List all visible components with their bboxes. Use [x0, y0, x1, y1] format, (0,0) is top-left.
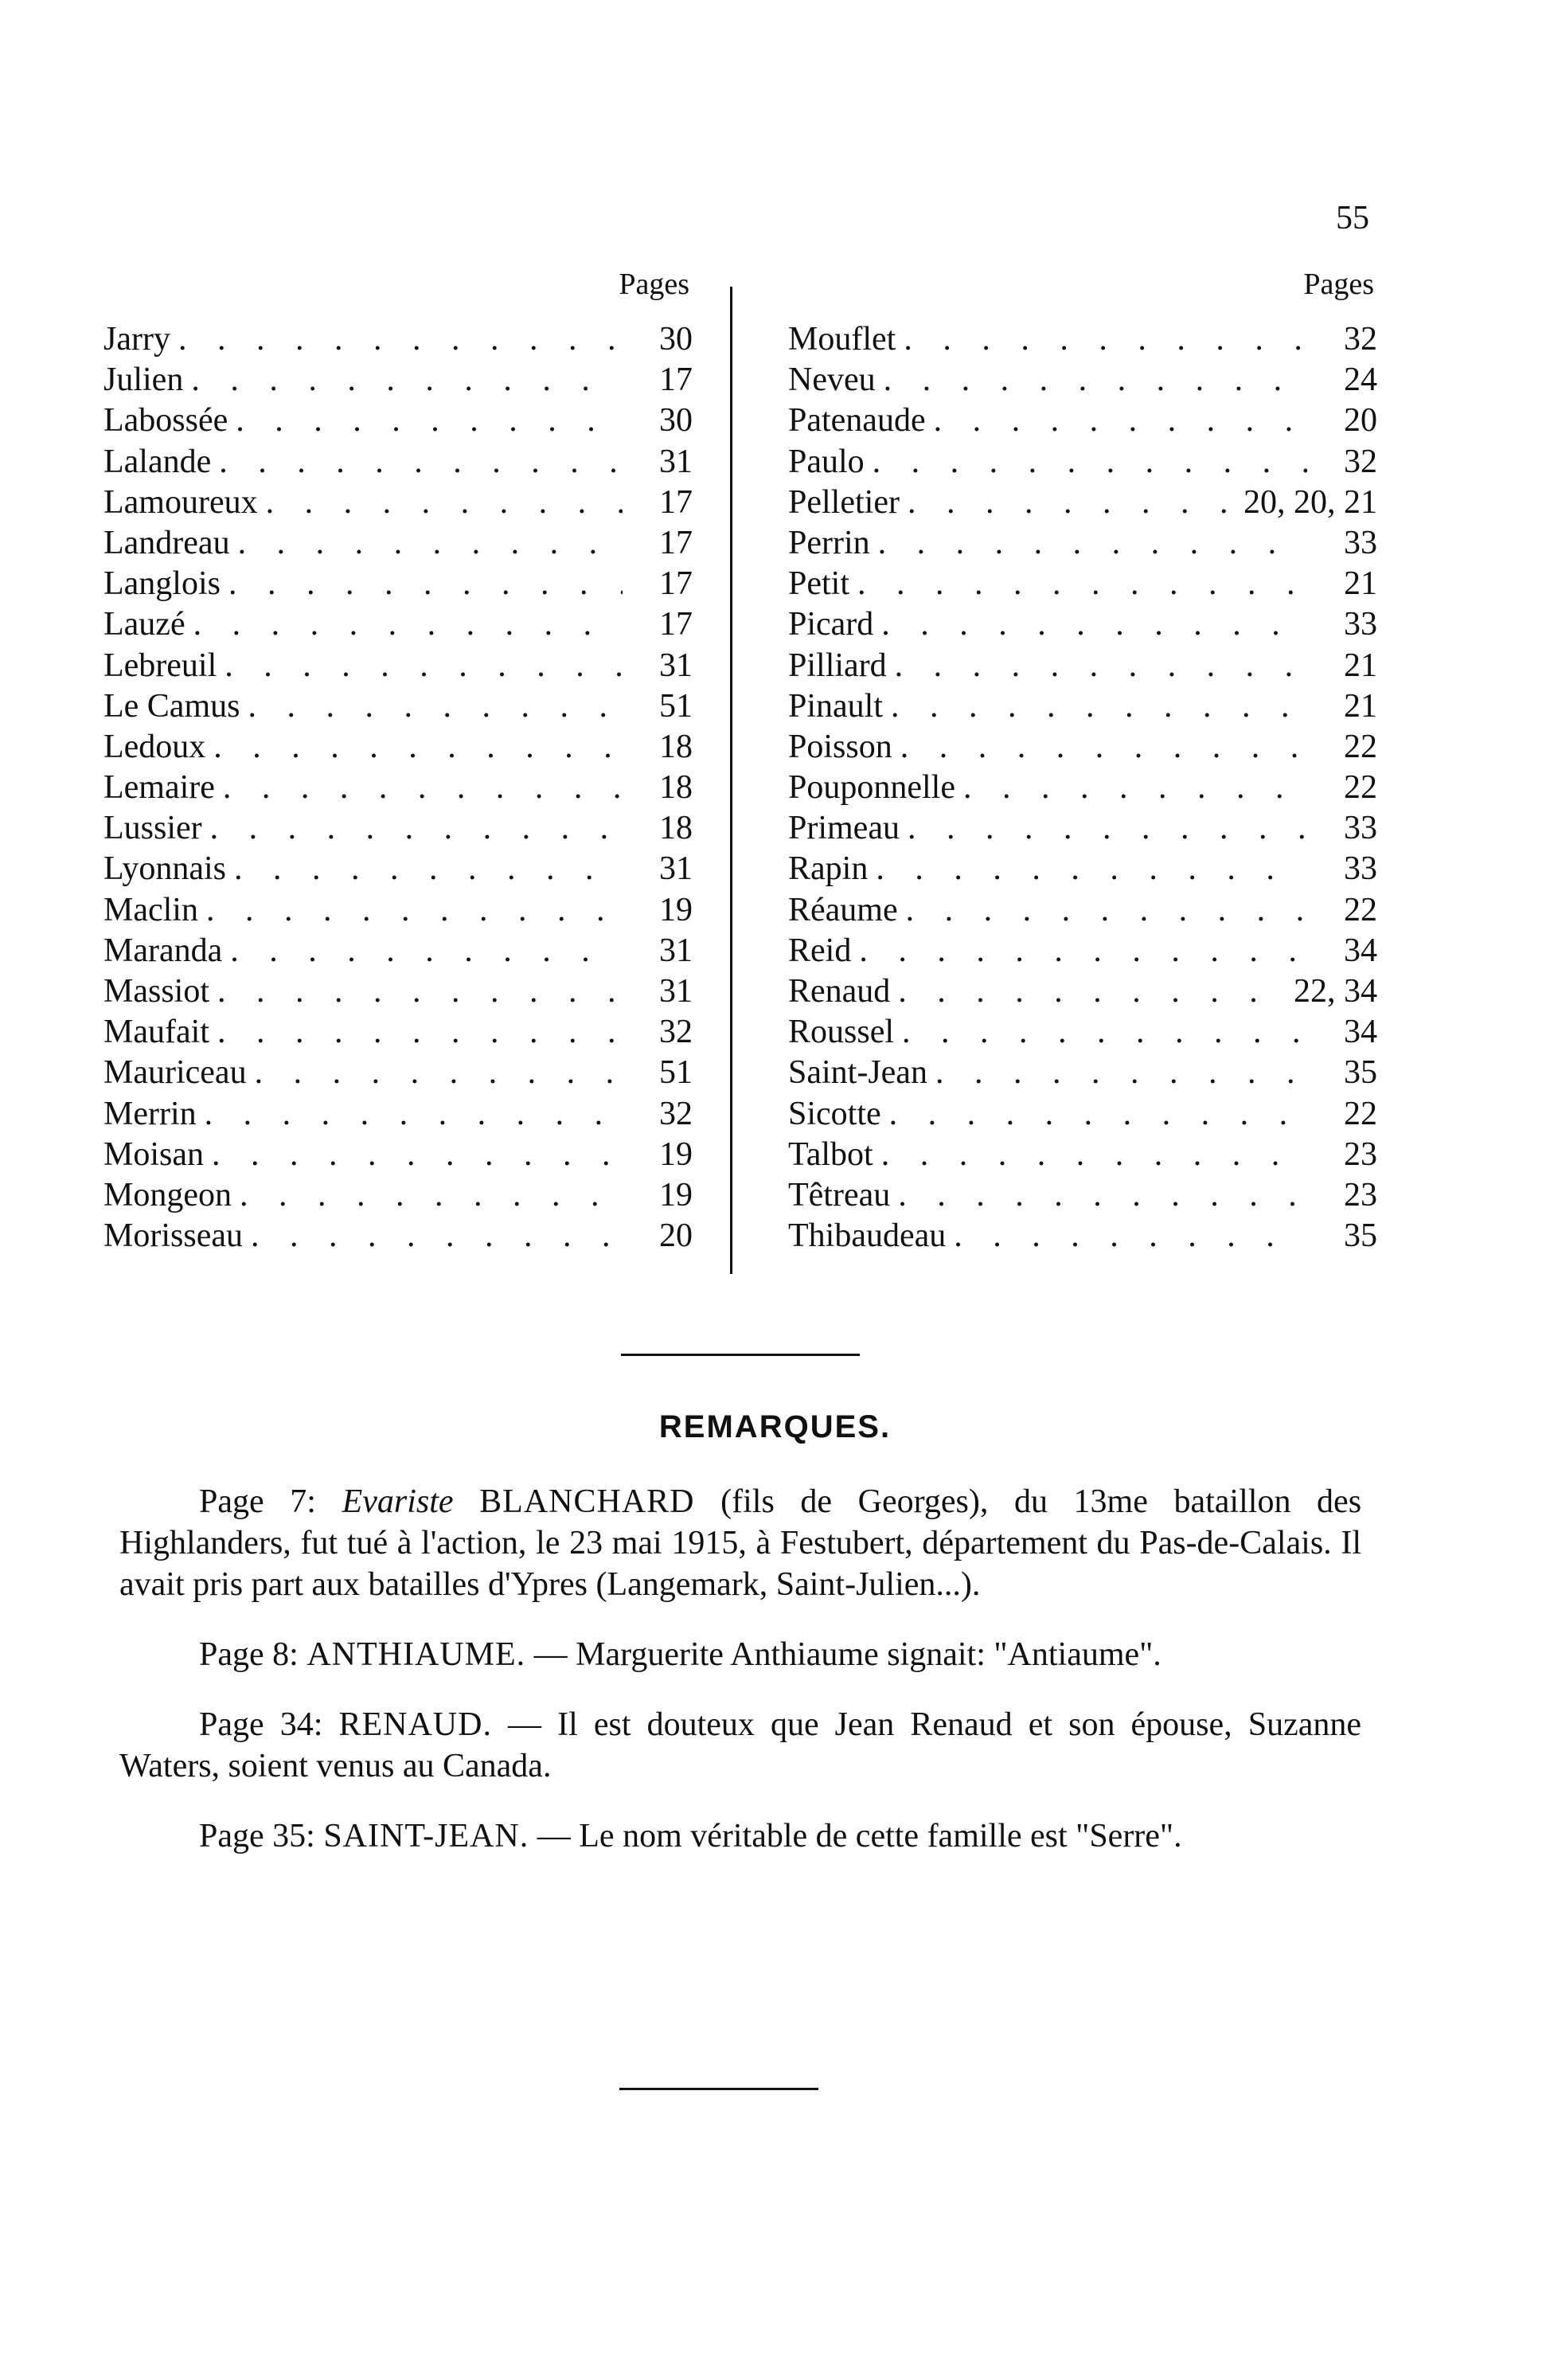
index-entry [788, 768, 1377, 808]
dot-leader [868, 849, 1307, 889]
entry-name: Morisseau [103, 1217, 243, 1255]
dot-leader [946, 1216, 1307, 1256]
dot-leader [247, 1053, 623, 1093]
entry-name: Petit [788, 565, 850, 603]
entry-name: Têtreau [788, 1176, 891, 1213]
entry-pages: 18 [659, 810, 693, 847]
entry-name: Julien [103, 361, 184, 399]
entry-name: Primeau [788, 810, 900, 847]
divider-rule [621, 1354, 860, 1356]
index-entry [788, 971, 1377, 1012]
entry-name: Renaud [788, 973, 891, 1010]
dot-leader [881, 1094, 1307, 1135]
dot-leader [900, 808, 1307, 849]
remark-label: Page 35: [199, 1818, 315, 1854]
dot-leader [900, 483, 1237, 523]
entry-name: Mauriceau [103, 1054, 247, 1092]
index-entry [788, 686, 1377, 727]
entry-pages: 32 [659, 1095, 693, 1132]
index-entry [103, 1135, 693, 1175]
entry-name: Labossée [103, 402, 228, 440]
entry-name: Massiot [103, 973, 210, 1010]
index-column-right [788, 267, 1377, 1256]
entry-name: Lalande [103, 443, 212, 480]
entry-pages: 33 [1344, 850, 1377, 888]
remark-label: Page 8: [199, 1636, 299, 1673]
index-entry [103, 483, 693, 523]
entry-pages: 32 [1344, 443, 1377, 480]
entry-name: Moisan [103, 1135, 204, 1173]
index-entry [788, 1053, 1377, 1093]
entry-name: Poisson [788, 728, 892, 765]
entry-name: Maranda [103, 932, 223, 969]
dot-leader [202, 808, 623, 849]
entry-pages: 20, 20, 21 [1244, 483, 1377, 521]
dot-leader [204, 1135, 623, 1175]
dot-leader [873, 1135, 1307, 1175]
remark-label: Page 7: [199, 1483, 316, 1520]
dot-leader [892, 727, 1307, 768]
index-entry [103, 319, 693, 360]
remark-paragraph [119, 1481, 1361, 1605]
entry-pages: 51 [659, 687, 693, 725]
dot-leader [927, 1053, 1307, 1093]
entry-pages: 30 [659, 321, 693, 358]
dot-leader [870, 523, 1307, 564]
remark-surname: SAINT-JEAN. [323, 1818, 529, 1854]
remark-first-name: Evariste [342, 1483, 454, 1520]
dot-leader [890, 1175, 1307, 1216]
entry-pages: 21 [1344, 647, 1377, 684]
dot-leader [926, 401, 1307, 441]
entry-name: Lamoureux [103, 483, 258, 521]
index-entry [103, 686, 693, 727]
index-entry [103, 727, 693, 768]
entry-name: Lauzé [103, 606, 185, 643]
entry-pages: 34 [1344, 932, 1377, 969]
entry-name: Patenaude [788, 402, 926, 440]
dot-leader [222, 931, 623, 971]
index-entry [788, 1012, 1377, 1053]
entry-name: Lemaire [103, 769, 215, 807]
entry-pages: 21 [1344, 687, 1377, 725]
entry-name: Saint-Jean [788, 1054, 927, 1092]
index-column-left [103, 267, 693, 1256]
index-entry [788, 604, 1377, 645]
index-entry [788, 1094, 1377, 1135]
index-entry [103, 1094, 693, 1135]
dot-leader [232, 1175, 623, 1216]
index-entry [788, 808, 1377, 849]
entry-pages: 17 [659, 361, 693, 399]
index-entry [788, 931, 1377, 971]
dot-leader [209, 1012, 623, 1053]
index-entry [788, 523, 1377, 564]
entry-pages: 21 [1344, 565, 1377, 603]
entry-pages: 32 [659, 1014, 693, 1051]
dot-leader [849, 564, 1307, 604]
dot-leader [865, 442, 1307, 483]
index-entry [103, 931, 693, 971]
entry-pages: 17 [659, 565, 693, 603]
entry-pages: 19 [659, 1176, 693, 1213]
dot-leader [217, 646, 623, 686]
dot-leader [185, 604, 623, 645]
entry-pages: 35 [1344, 1054, 1377, 1092]
index-entry [788, 401, 1377, 441]
index-entry [788, 849, 1377, 889]
entry-pages: 22 [1344, 1095, 1377, 1132]
entry-name: Reid [788, 932, 852, 969]
index-entry [103, 646, 693, 686]
index-entry [103, 971, 693, 1012]
index-entry [103, 401, 693, 441]
entry-list [788, 319, 1377, 1256]
entry-pages: 32 [1344, 321, 1377, 358]
index-entry [788, 442, 1377, 483]
remark-surname: RENAUD. [338, 1706, 492, 1743]
dot-leader [205, 727, 623, 768]
entry-pages: 34 [1344, 1014, 1377, 1051]
index-entry [788, 890, 1377, 931]
entry-name: Pelletier [788, 483, 900, 521]
dot-leader [243, 1216, 623, 1256]
dot-leader [215, 768, 623, 808]
remark-paragraph [119, 1704, 1361, 1787]
index-entry [103, 808, 693, 849]
entry-name: Neveu [788, 361, 876, 399]
remark-label: Page 34: [199, 1706, 323, 1743]
divider-rule [619, 2088, 818, 2090]
dot-leader [898, 890, 1307, 931]
entry-pages: 22 [1344, 891, 1377, 928]
remarks-title: REMARQUES. [658, 1409, 892, 1444]
entry-pages: 18 [659, 769, 693, 807]
dot-leader [230, 523, 623, 564]
index-entry [788, 564, 1377, 604]
remark-surname: ANTHIAUME. [306, 1636, 526, 1673]
entry-name: Paulo [788, 443, 865, 480]
remark-text: — Marguerite Anthiaume signait: "Antiaume". [533, 1636, 1162, 1673]
dot-leader [240, 686, 623, 727]
index-entry [103, 1053, 693, 1093]
entry-name: Ledoux [103, 728, 206, 765]
remark-text: — Il est douteux que Jean Renaud et son épouse, Suzanne Waters, soient venus au Canada. [119, 1706, 1362, 1784]
index-entry [788, 319, 1377, 360]
index-entry [788, 1135, 1377, 1175]
entry-name: Mongeon [103, 1176, 232, 1213]
dot-leader [197, 1094, 623, 1135]
entry-pages: 22 [1344, 728, 1377, 765]
entry-name: Talbot [788, 1135, 873, 1173]
entry-name: Pilliard [788, 647, 887, 684]
index-entry [103, 1175, 693, 1216]
dot-leader [183, 360, 623, 401]
index-entry [788, 483, 1377, 523]
index-entry [103, 768, 693, 808]
dot-leader [883, 686, 1307, 727]
entry-name: Le Camus [103, 687, 240, 725]
dot-leader [258, 483, 623, 523]
index-entry [103, 1012, 693, 1053]
remark-paragraph [119, 1634, 1361, 1675]
dot-leader [896, 319, 1307, 360]
index-table [103, 267, 1377, 1294]
entry-pages: 31 [659, 932, 693, 969]
index-entry [103, 564, 693, 604]
column-header: Pages [1303, 268, 1374, 301]
entry-pages: 22 [1344, 769, 1377, 807]
entry-name: Lebreuil [103, 647, 217, 684]
index-entry [788, 1216, 1377, 1256]
entry-name: Merrin [103, 1095, 197, 1132]
index-entry [103, 1216, 693, 1256]
entry-pages: 24 [1344, 361, 1377, 399]
dot-leader [198, 890, 623, 931]
dot-leader [209, 971, 623, 1012]
remark-text: (fils de Georges), du 13me bataillon des Highlanders, fut tué à l'action, le 23 mai 1915, à Festubert, département du Pas-de-Calais. Il avait pris part aux batailles d'Ypres (Langemark, Saint-Julien...). [119, 1483, 1362, 1603]
index-entry [788, 360, 1377, 401]
index-entry [103, 890, 693, 931]
dot-leader [887, 646, 1307, 686]
entry-pages: 20 [659, 1217, 693, 1255]
entry-pages: 23 [1344, 1135, 1377, 1173]
dot-leader [851, 931, 1307, 971]
entry-pages: 30 [659, 402, 693, 440]
entry-name: Landreau [103, 524, 230, 561]
entry-pages: 17 [659, 606, 693, 643]
entry-pages: 31 [659, 973, 693, 1010]
index-entry [788, 727, 1377, 768]
entry-pages: 35 [1344, 1217, 1377, 1255]
dot-leader [221, 564, 623, 604]
entry-name: Mouflet [788, 321, 896, 358]
entry-name: Maufait [103, 1014, 209, 1051]
entry-name: Réaume [788, 891, 898, 928]
dot-leader [894, 1012, 1307, 1053]
entry-list [103, 319, 693, 1256]
entry-name: Roussel [788, 1014, 895, 1051]
dot-leader [955, 768, 1307, 808]
index-entry [103, 442, 693, 483]
entry-pages: 33 [1344, 524, 1377, 561]
remark-surname: BLANCHARD [479, 1483, 695, 1520]
index-entry [103, 604, 693, 645]
entry-pages: 31 [659, 850, 693, 888]
entry-name: Rapin [788, 850, 869, 888]
entry-pages: 17 [659, 524, 693, 561]
dot-leader [873, 604, 1307, 645]
column-divider [730, 287, 732, 1274]
remark-paragraph [119, 1815, 1361, 1857]
entry-name: Maclin [103, 891, 198, 928]
dot-leader [228, 401, 623, 441]
entry-name: Pinault [788, 687, 884, 725]
page-number: 55 [1336, 200, 1369, 236]
entry-pages: 31 [659, 647, 693, 684]
entry-pages: 33 [1344, 810, 1377, 847]
index-entry [788, 1175, 1377, 1216]
entry-name: Thibaudeau [788, 1217, 947, 1255]
index-entry [103, 360, 693, 401]
entry-pages: 17 [659, 483, 693, 521]
entry-pages: 18 [659, 728, 693, 765]
dot-leader [170, 319, 623, 360]
column-header: Pages [619, 268, 689, 301]
index-entry [103, 523, 693, 564]
entry-pages: 31 [659, 443, 693, 480]
entry-pages: 19 [659, 1135, 693, 1173]
entry-name: Sicotte [788, 1095, 881, 1132]
entry-pages: 51 [659, 1054, 693, 1092]
dot-leader [890, 971, 1287, 1012]
entry-name: Lyonnais [103, 850, 226, 888]
entry-pages: 33 [1344, 606, 1377, 643]
dot-leader [876, 360, 1307, 401]
entry-name: Jarry [103, 321, 170, 358]
remarks-section [119, 1481, 1361, 1886]
entry-pages: 19 [659, 891, 693, 928]
entry-name: Langlois [103, 565, 221, 603]
entry-name: Picard [788, 606, 874, 643]
entry-name: Pouponnelle [788, 769, 955, 807]
index-entry [788, 646, 1377, 686]
dot-leader [226, 849, 623, 889]
entry-name: Lussier [103, 810, 202, 847]
entry-name: Perrin [788, 524, 870, 561]
index-entry [103, 849, 693, 889]
remark-text: — Le nom véritable de cette famille est "Serre". [537, 1818, 1182, 1854]
entry-pages: 20 [1344, 402, 1377, 440]
dot-leader [211, 442, 623, 483]
entry-pages: 23 [1344, 1176, 1377, 1213]
entry-pages: 22, 34 [1294, 973, 1377, 1010]
